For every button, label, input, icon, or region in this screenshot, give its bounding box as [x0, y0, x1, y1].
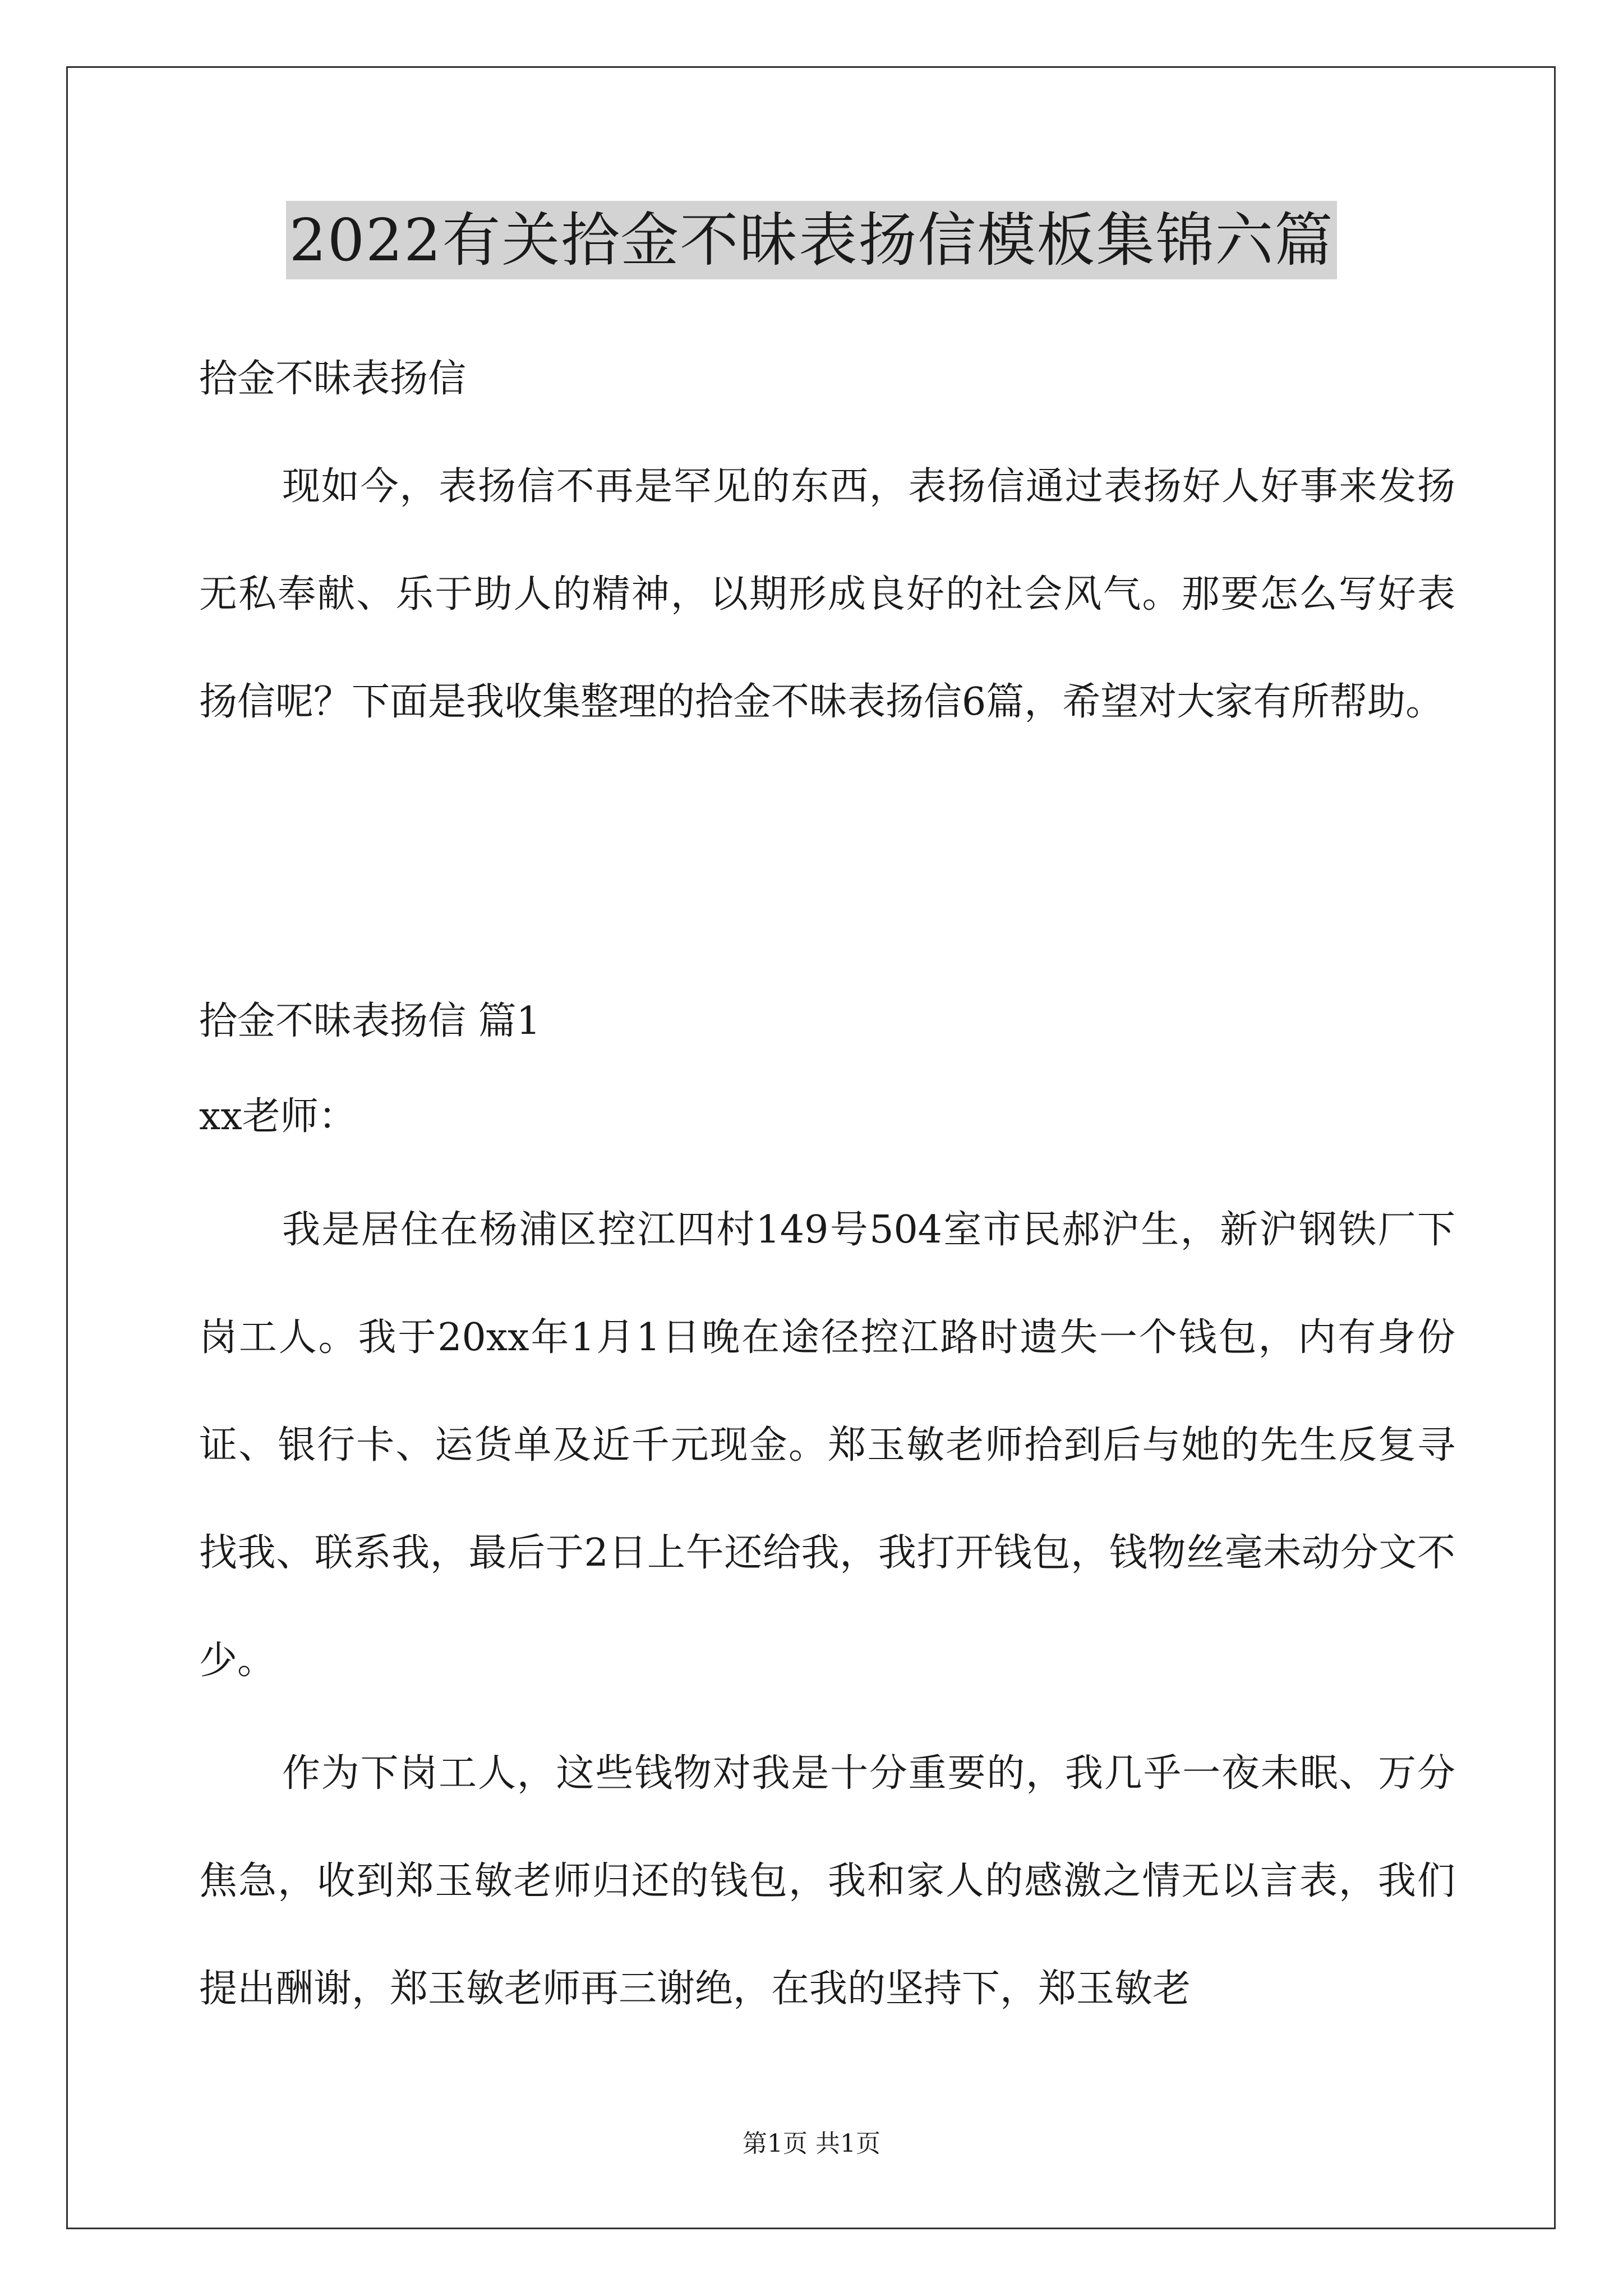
intro-paragraph: 现如今，表扬信不再是罕见的东西，表扬信通过表扬好人好事来发扬无私奉献、乐于助人的精神，以期形成良好的社会风气。那要怎么写好表扬信呢？下面是我收集整理的拾金不昧表扬信6篇，希望对大家有所帮助。 — [199, 464, 1455, 724]
intro-heading: 拾金不昧表扬信 — [199, 357, 467, 401]
salutation: xx老师： — [199, 1094, 357, 1139]
document-title: 2022有关拾金不昧表扬信模板集锦六篇 — [286, 201, 1338, 279]
body-paragraph-2: 作为下岗工人，这些钱物对我是十分重要的，我几乎一夜未眠、万分焦急，收到郑玉敏老师归还的钱包，我和家人的感激之情无以言表，我们提出酬谢，郑玉敏老师再三谢绝，在我的坚持下，郑玉敏老 — [199, 1751, 1455, 2011]
body-paragraph-1: 我是居住在杨浦区控江四村149号504室市民郝沪生，新沪钢铁厂下岗工人。我于20xx年1月1日晚在途径控江路时遗失一个钱包，内有身份证、银行卡、运货单及近千元现金。郑玉敏老师拾到后与她的先生反复寻找我、联系我，最后于2日上午还给我，我打开钱包，钱物丝毫未动分文不少。 — [199, 1208, 1455, 1683]
title-container — [0, 201, 1623, 279]
section-heading: 拾金不昧表扬信 篇1 — [199, 999, 541, 1043]
page-footer: 第1页 共1页 — [743, 2129, 880, 2158]
